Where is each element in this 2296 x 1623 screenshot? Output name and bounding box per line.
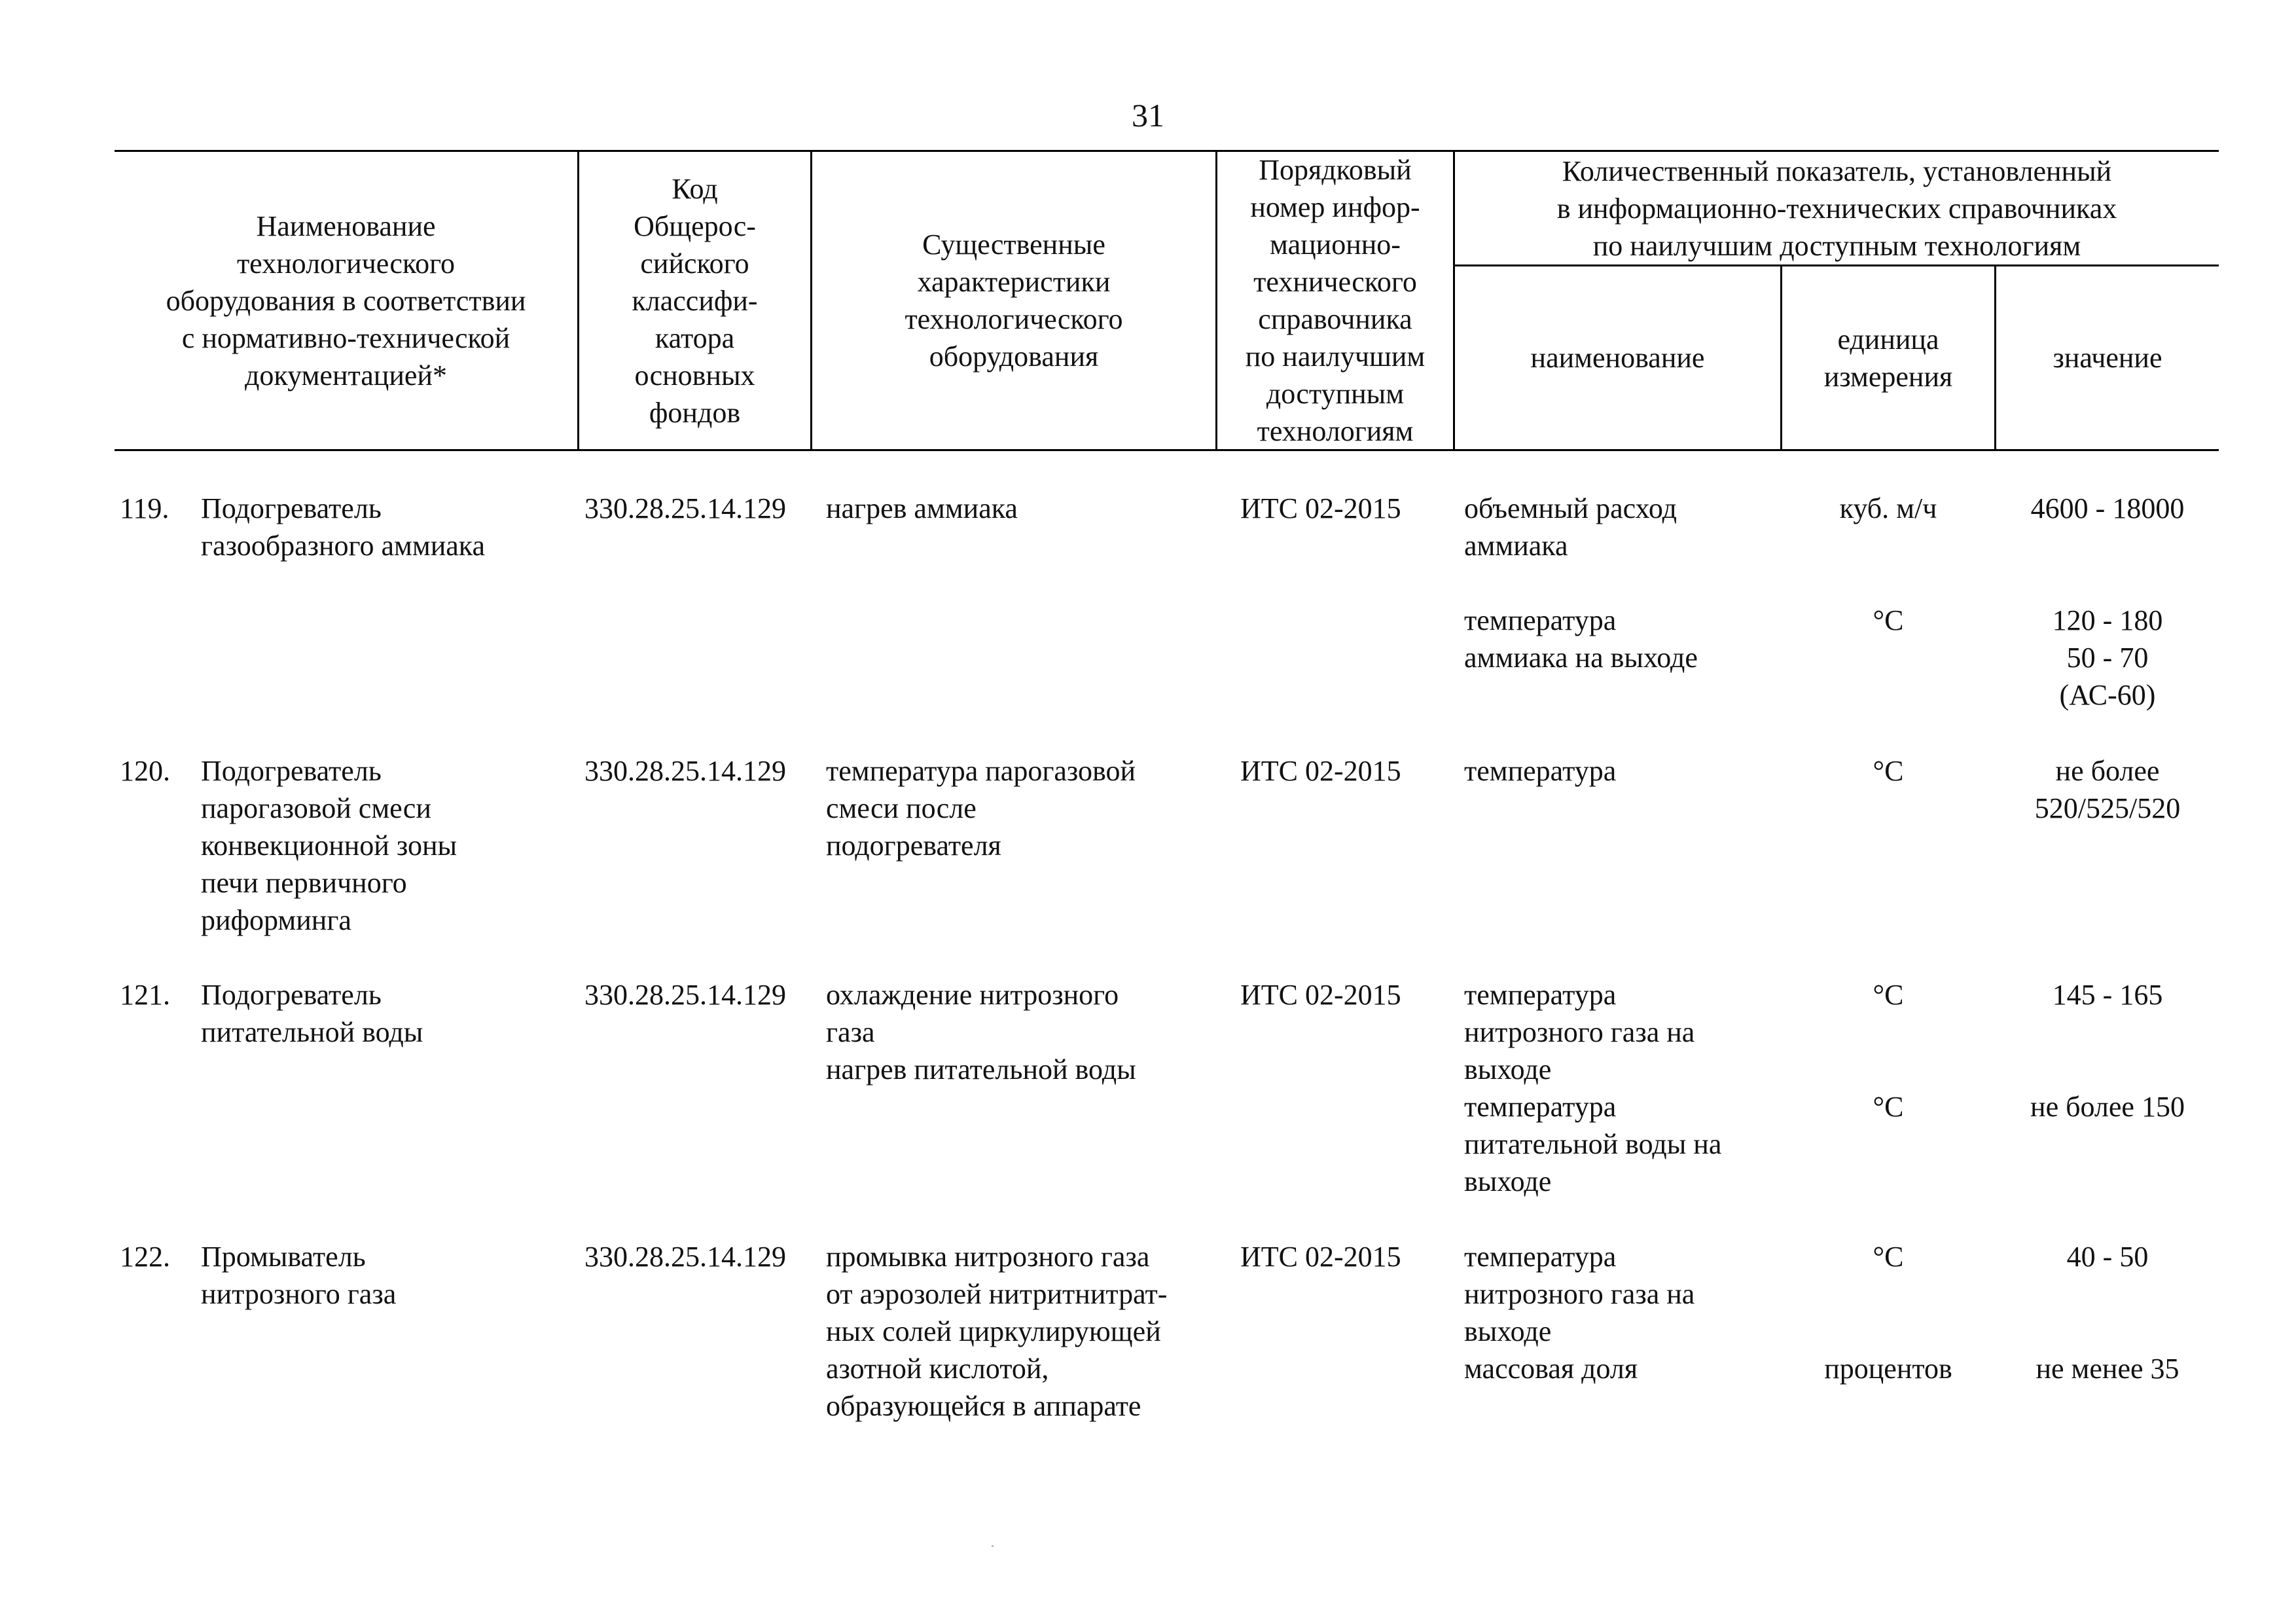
okof-code: 330.28.25.14.129 <box>584 492 786 524</box>
metric-name: температура нитрозного газа на выходе <box>1464 1241 1695 1347</box>
its-number: ИТС 02-2015 <box>1240 492 1401 524</box>
characteristics: охлаждение нитрозного газа нагрев питательной воды <box>826 979 1136 1085</box>
header-equipment-name-text: Наименование технологического оборудования в соответствии с нормативно-технической документацией* <box>166 210 526 392</box>
metric-value: не более 520/525/520 <box>2034 755 2181 824</box>
scan-speck <box>992 1545 994 1547</box>
metric-value: 120 - 180 50 - 70 (АС-60) <box>2052 604 2163 711</box>
metric-unit: °C <box>1873 1091 1904 1123</box>
row-number: 121. <box>120 979 170 1011</box>
equipment-name: Подогреватель парогазовой смеси конвекционной зоны печи первичного риформинга <box>201 755 457 936</box>
equipment-name: Подогреватель газообразного аммиака <box>201 492 486 562</box>
header-metric-name-text: наименование <box>1530 342 1705 374</box>
row-number: 119. <box>120 492 170 524</box>
row-number: 120. <box>120 755 170 787</box>
okof-code: 330.28.25.14.129 <box>584 1241 786 1273</box>
metric-unit: куб. м/ч <box>1839 492 1937 524</box>
header-unit-text: единица измерения <box>1823 323 1953 393</box>
metric-name: массовая доля <box>1464 1353 1638 1385</box>
characteristics: температура парогазовой смеси после подогревателя <box>826 755 1136 862</box>
metric-value: не менее 35 <box>2036 1353 2179 1385</box>
its-number: ИТС 02-2015 <box>1240 1241 1401 1273</box>
header-its-number <box>1217 152 1453 449</box>
header-value <box>1996 266 2219 449</box>
metric-name: температура <box>1464 755 1617 787</box>
characteristics: промывка нитрозного газа от аэрозолей нитритнитрат- ных солей циркулирующей азотной кислотой, образующейся в аппарате <box>826 1241 1168 1422</box>
header-quantitative <box>1455 152 2219 264</box>
okof-code: 330.28.25.14.129 <box>584 755 786 787</box>
header-characteristics <box>812 152 1215 449</box>
metric-value: 145 - 165 <box>2052 979 2163 1011</box>
metric-name: температура нитрозного газа на выходе <box>1464 979 1695 1085</box>
header-value-text: значение <box>2053 342 2162 374</box>
metric-unit: °C <box>1873 979 1904 1011</box>
header-equipment-name <box>115 152 577 449</box>
characteristics: нагрев аммиака <box>826 492 1018 524</box>
header-metric-name <box>1455 266 1780 449</box>
metric-name: температура питательной воды на выходе <box>1464 1091 1722 1197</box>
metric-value: не более 150 <box>2030 1091 2185 1123</box>
header-its-number-text: Порядковый номер инфор- мационно- технического справочника по наилучшим доступным технологиям <box>1245 154 1426 447</box>
header-okof-code-text: Код Общерос- сийского классифи- катора основных фондов <box>632 172 758 429</box>
okof-code: 330.28.25.14.129 <box>584 979 786 1011</box>
header-bottom-rule <box>115 449 2219 451</box>
metric-name: объемный расход аммиака <box>1464 492 1677 562</box>
equipment-name: Промыватель нитрозного газа <box>201 1241 397 1310</box>
metric-unit: °C <box>1873 755 1904 787</box>
page-number: 31 <box>1132 97 1164 134</box>
row-number: 122. <box>120 1241 170 1273</box>
equipment-name: Подогреватель питательной воды <box>201 979 423 1048</box>
header-characteristics-text: Существенные характеристики технологического оборудования <box>905 228 1123 373</box>
metric-unit: °C <box>1873 1241 1904 1273</box>
header-quantitative-text: Количественный показатель, установленный в информационно-технических справочниках по наилучшим доступным технологиям <box>1556 155 2117 262</box>
metric-unit: °C <box>1873 604 1904 636</box>
its-number: ИТС 02-2015 <box>1240 755 1401 787</box>
its-number: ИТС 02-2015 <box>1240 979 1401 1011</box>
header-okof-code <box>579 152 810 449</box>
metric-value: 40 - 50 <box>2066 1241 2149 1273</box>
header-unit <box>1782 266 1994 449</box>
metric-unit: процентов <box>1824 1353 1952 1385</box>
metric-value: 4600 - 18000 <box>2030 492 2185 524</box>
metric-name: температура аммиака на выходе <box>1464 604 1698 674</box>
